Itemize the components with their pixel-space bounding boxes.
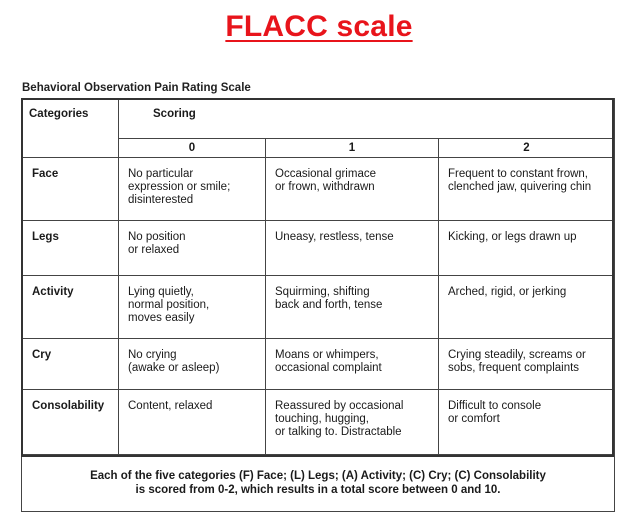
score-column-1: 1 xyxy=(266,139,439,158)
category-legs: Legs xyxy=(22,221,119,276)
face-score-0: No particular expression or smile; disinterested xyxy=(119,158,266,221)
page-title xyxy=(0,10,638,44)
page-title-text: FLACC scale xyxy=(225,10,413,43)
category-cry: Cry xyxy=(22,339,119,390)
category-activity: Activity xyxy=(22,276,119,339)
legs-score-1: Uneasy, restless, tense xyxy=(266,221,439,276)
category-consolability: Consolability xyxy=(22,390,119,455)
legs-score-2: Kicking, or legs drawn up xyxy=(439,221,615,276)
category-face: Face xyxy=(22,158,119,221)
cry-score-0: No crying (awake or asleep) xyxy=(119,339,266,390)
cry-score-1: Moans or whimpers, occasional complaint xyxy=(266,339,439,390)
categories-header: Categories xyxy=(22,99,119,158)
score-column-0: 0 xyxy=(119,139,266,158)
scoring-footnote xyxy=(22,455,615,512)
face-score-1: Occasional grimace or frown, withdrawn xyxy=(266,158,439,221)
table-footer-row xyxy=(22,455,615,512)
scoring-header: Scoring xyxy=(119,99,615,139)
footnote-line-1: Each of the five categories (F) Face; (L) Legs; (A) Activity; (C) Cry; (C) Consolability xyxy=(90,470,546,482)
legs-score-0: No position or relaxed xyxy=(119,221,266,276)
consolability-score-1: Reassured by occasional touching, hugging, or talking to. Distractable xyxy=(266,390,439,455)
consolability-score-2: Difficult to console or comfort xyxy=(439,390,615,455)
score-column-2: 2 xyxy=(439,139,615,158)
scale-heading: Behavioral Observation Pain Rating Scale xyxy=(22,82,251,94)
face-score-2: Frequent to constant frown, clenched jaw, quivering chin xyxy=(439,158,615,221)
activity-score-0: Lying quietly, normal position, moves easily xyxy=(119,276,266,339)
activity-score-2: Arched, rigid, or jerking xyxy=(439,276,615,339)
footnote-line-2: is scored from 0-2, which results in a total score between 0 and 10. xyxy=(135,484,501,496)
cry-score-2: Crying steadily, screams or sobs, frequent complaints xyxy=(439,339,615,390)
activity-score-1: Squirming, shifting back and forth, tense xyxy=(266,276,439,339)
consolability-score-0: Content, relaxed xyxy=(119,390,266,455)
table-outer-border xyxy=(21,98,614,457)
